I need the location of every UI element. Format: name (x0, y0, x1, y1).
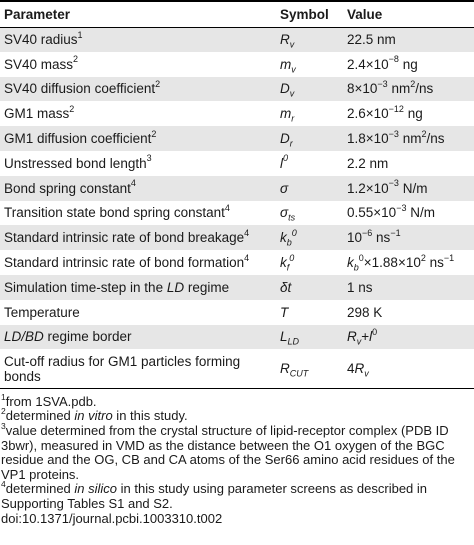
row-symbol: δt (276, 275, 343, 300)
row-parameter: SV40 radius$^1$ (0, 27, 276, 52)
table-row (0, 201, 474, 226)
row-parameter: Transition state bond spring constant$^4$ (4, 202, 230, 221)
row-parameter: GM1 mass$^2$ (4, 103, 75, 122)
row-symbol: σ (276, 176, 343, 201)
row-value: $k_b^0\times 1.88\times 10^2$ $ns^{-1}$ (347, 252, 455, 273)
row-symbol: T (280, 304, 289, 320)
row-parameter: SV40 diffusion coefficient$^2$ (0, 77, 276, 102)
table-row (0, 250, 474, 275)
row-parameter: Standard intrinsic rate of bond breakage$^4$ (0, 225, 276, 250)
table-row (0, 275, 474, 300)
row-value: $8\times 10^{-3}$ $nm^2/ns$ (343, 77, 474, 102)
row-symbol: $k_b^0$ (276, 225, 343, 250)
row-symbol: $R_v$ (276, 27, 343, 52)
table-row (0, 101, 474, 126)
footnote: $^1$from 1SVA.pdb. (1, 391, 97, 409)
row-symbol: $D_r$ (276, 126, 343, 151)
row-parameter: Cut-off radius for GM1 particles forming bonds (0, 349, 276, 388)
table-footnotes (0, 389, 474, 526)
row-parameter: Simulation time-step in the LD regime (0, 275, 276, 300)
row-parameter: Temperature (4, 304, 80, 320)
row-parameter: Standard intrinsic rate of bond formation$^4$ (4, 252, 250, 271)
table-row (0, 52, 474, 77)
row-value: $R_v+l^0$ (343, 325, 474, 350)
table-row (0, 151, 474, 176)
row-parameter: GM1 diffusion coefficient$^2$ (0, 126, 276, 151)
header-parameter: Parameter (0, 1, 276, 27)
row-parameter: Bond spring constant$^4$ (0, 176, 276, 201)
row-value: 22.5 nm (343, 27, 474, 52)
table-row (0, 27, 474, 52)
header-symbol: Symbol (276, 1, 343, 27)
footnote: $^4$determined in silico in this study using parameter screens as described in Supporting Tables S1 and S2. (1, 479, 428, 512)
header-value: Value (343, 1, 474, 27)
row-value: $10^{-6}$ $ns^{-1}$ (343, 225, 474, 250)
doi-line: doi:10.1371/journal.pcbi.1003310.t002 (1, 510, 223, 526)
row-value: $1.2\times 10^{-3}$ N/m (343, 176, 474, 201)
row-symbol: $m_r$ (280, 106, 295, 124)
table-row (0, 300, 474, 325)
row-value: $1.8\times 10^{-3}$ $nm^2/ns$ (343, 126, 474, 151)
table-row (0, 176, 474, 201)
row-parameter: SV40 mass$^2$ (4, 54, 79, 72)
table-row (0, 126, 474, 151)
table-row (0, 77, 474, 102)
row-value: 2.2 nm (347, 155, 389, 171)
row-symbol: $L_{LD}$ (276, 325, 343, 350)
row-symbol: $l^0$ (280, 153, 289, 171)
row-value: 1 ns (343, 275, 474, 300)
footnote: $^2$determined in vitro in this study. (1, 406, 188, 424)
row-parameter: Unstressed bond length$^3$ (4, 153, 152, 171)
table-header-row (0, 1, 474, 27)
row-symbol: $m_v$ (280, 56, 296, 75)
row-symbol: $D_v$ (276, 77, 343, 102)
row-symbol: $k_f^0$ (280, 252, 295, 273)
row-value: 298 K (347, 304, 383, 320)
table-row (0, 325, 474, 350)
row-value: $2.4\times 10^{-8}$ ng (347, 54, 418, 72)
row-value: $4R_v$ (343, 349, 474, 388)
row-value: $0.55\times 10^{-3}$ N/m (347, 202, 435, 221)
table-row (0, 225, 474, 250)
row-symbol: $\sigma_{ts}$ (280, 205, 296, 224)
footnote: $^3$value determined from the crystal structure of lipid-receptor complex (PDB ID 3bwr), measured in VMD as the distance between the O1 oxygen of the BGC residue and the OG, CB and CA atoms of the Ser66 amino acid residues of the VP1 proteins. (1, 420, 455, 482)
row-symbol: $R_{CUT}$ (276, 349, 343, 388)
table-row (0, 349, 474, 388)
row-parameter: LD/BD regime border (0, 325, 276, 350)
row-value: $2.6\times 10^{-12}$ ng (347, 103, 423, 122)
